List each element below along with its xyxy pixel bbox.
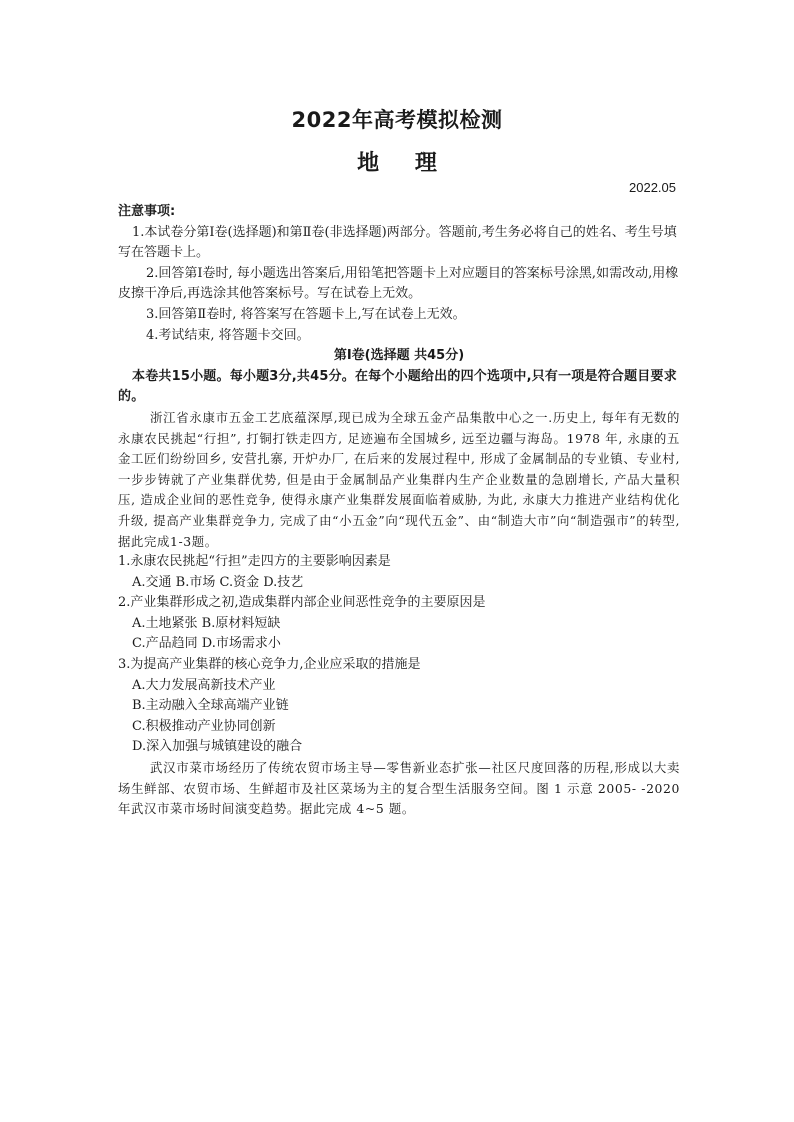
reading-passage-2: 武汉市菜市场经历了传统农贸市场主导—零售新业态扩张—社区尺度回落的历程,形成以大卖场生鲜部、农贸市场、生鲜超市及社区菜场为主的复合型生活服务空间。图 1 示意 2005- -2020年武汉市菜市场时间演变趋势。据此完成 4~5 题。 (118, 760, 680, 817)
notice-item: 2.回答第Ⅰ卷时, 每小题选出答案后,用铅笔把答题卡上对应题目的答案标号涂黑,如需改动,用橡皮擦干净后,再选涂其他答案标号。写在试卷上无效。 (118, 265, 679, 302)
question-options: C.积极推动产业协同创新 (132, 718, 276, 734)
question-2 (118, 593, 680, 655)
question-stem: 1.永康农民挑起“行担”走四方的主要影响因素是 (118, 554, 391, 570)
exam-date: 2022.05 (629, 180, 676, 195)
section-heading: 第Ⅰ卷(选择题 共45分) (333, 348, 465, 364)
question-stem: 3.为提高产业集群的核心竞争力,企业应采取的措施是 (118, 657, 421, 673)
question-options: B.主动融入全球高端产业链 (132, 698, 289, 714)
notice-item: 3.回答第Ⅱ卷时, 将答案写在答题卡上,写在试卷上无效。 (146, 306, 466, 322)
question-3 (118, 655, 680, 758)
question-stem: 2.产业集群形成之初,造成集群内部企业间恶性竞争的主要原因是 (118, 595, 486, 611)
section-intro: 本卷共15小题。每小题3分,共45分。在每个小题给出的四个选项中,只有一项是符合题目要求的。 (118, 368, 677, 405)
question-options: A.大力发展高新技术产业 (132, 677, 276, 693)
reading-passage-1: 浙江省永康市五金工艺底蕴深厚,现已成为全球五金产品集散中心之一.历史上, 每年有无数的永康农民挑起“行担”, 打铜打铁走四方, 足迹遍布全国城乡, 远至边疆与海岛。1978 年, 永康的五金工匠们纷纷回乡, 安营扎寨, 开炉办厂, 在后来的发展过程中, 形成了金属制品的专业镇、专业村, 一步步铸就了产业集群优势, 但是由于金属制品产业集群内生产企业数量的急剧增长, 产品大量积压, 造成企业间的恶性竞争, 使得永康产业集群发展面临着威胁, 为此, 永康大力推进产业结构优化升级, 提高产业集群竞争力, 完成了由“小五金”向“现代五金”、由“制造大市”向“制造强市”的转型, 据此完成1-3题。 (118, 409, 680, 549)
question-options: C.产品趋同 D.市场需求小 (132, 636, 281, 652)
question-options: A.土地紧张 B.原材料短缺 (132, 615, 281, 631)
exam-body (118, 202, 680, 820)
question-options: D.深入加强与城镇建设的融合 (132, 739, 303, 755)
notice-heading: 注意事项: (118, 204, 176, 219)
exam-title: 2022年高考模拟检测 (291, 108, 503, 132)
notice-item: 4.考试结束, 将答题卡交回。 (146, 327, 310, 343)
subject-title: 地 理 (357, 151, 451, 176)
question-options: A.交通 B.市场 C.资金 D.技艺 (132, 574, 304, 590)
notice-item: 1.本试卷分第Ⅰ卷(选择题)和第Ⅱ卷(非选择题)两部分。答题前,考生务必将自己的姓名、考生号填写在答题卡上。 (118, 224, 677, 261)
question-1 (118, 552, 680, 593)
